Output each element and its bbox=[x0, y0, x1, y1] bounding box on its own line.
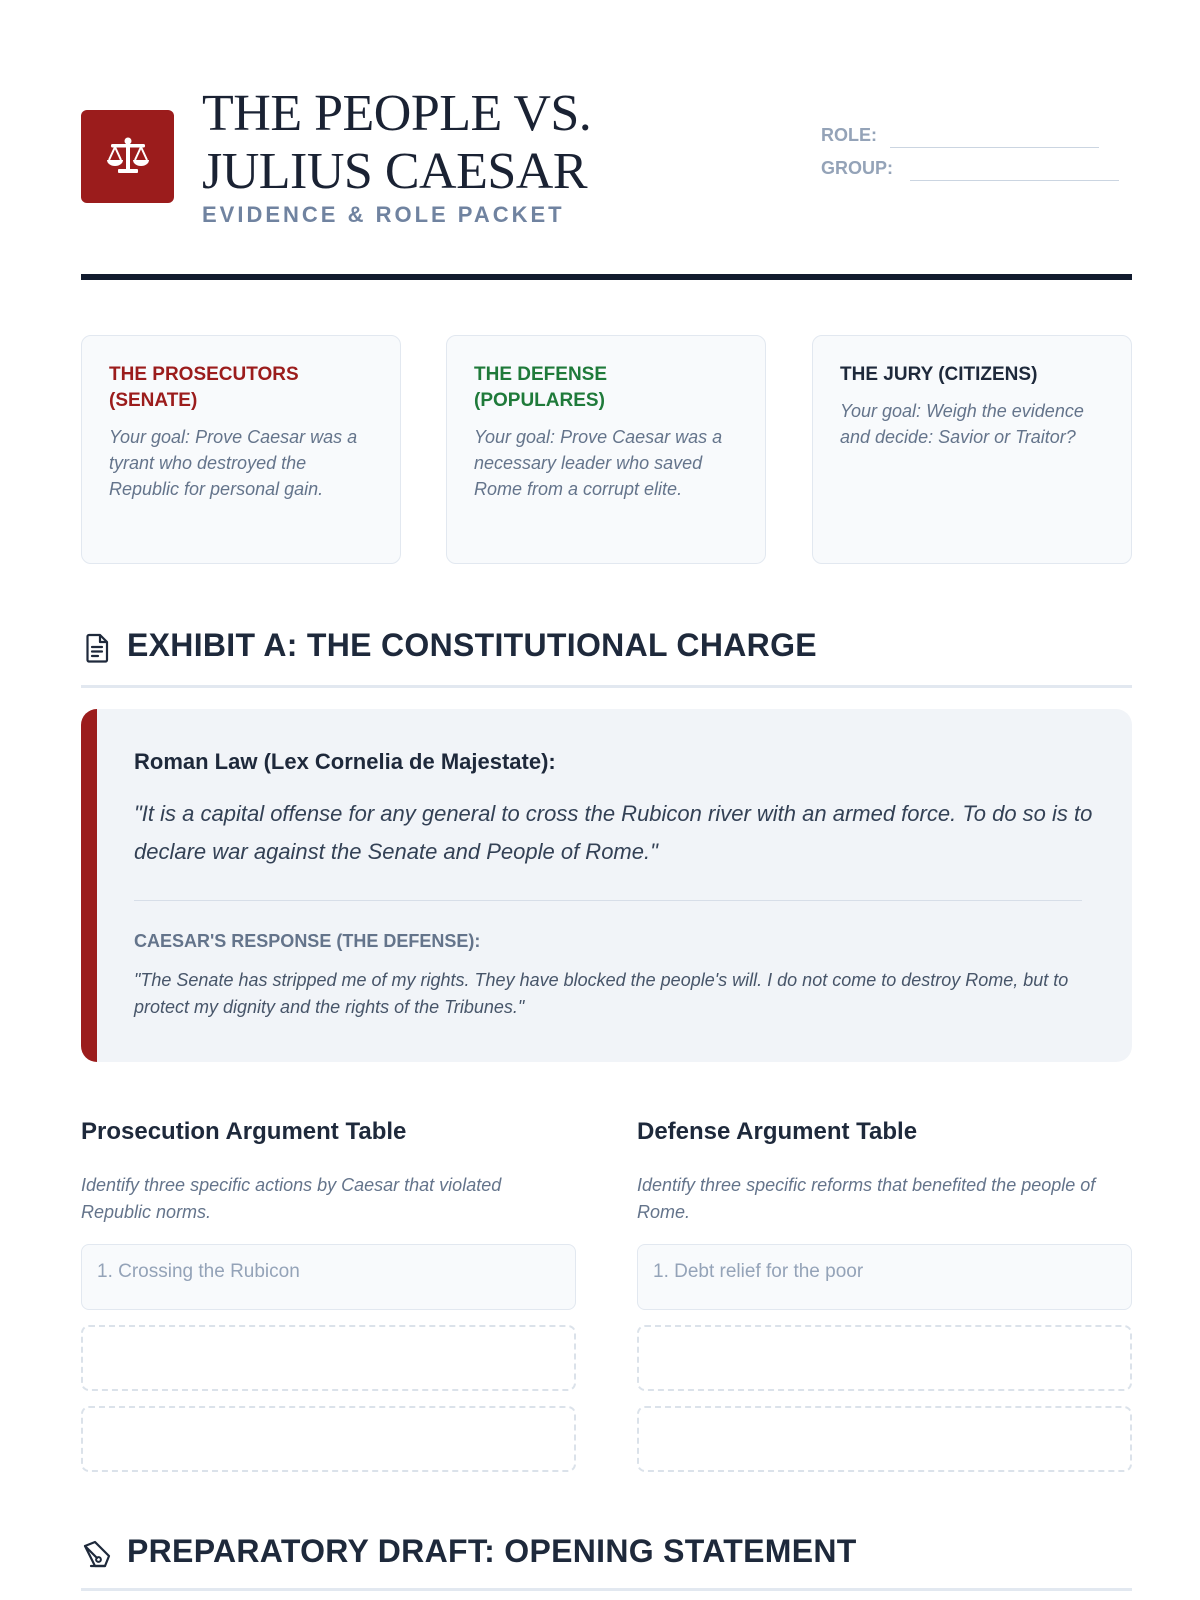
pen-nib-icon bbox=[81, 1538, 113, 1570]
page-title: THE PEOPLE VS. JULIUS CAESAR bbox=[202, 85, 592, 200]
table-title: Prosecution Argument Table bbox=[81, 1118, 407, 1145]
prosecution-argument-field-3[interactable] bbox=[81, 1406, 576, 1472]
prosecution-argument-field-1[interactable]: 1. Crossing the Rubicon bbox=[81, 1244, 576, 1310]
table-instructions: Identify three specific actions by Caesar that violated Republic norms. bbox=[81, 1175, 502, 1222]
law-title: Roman Law (Lex Cornelia de Majestate): bbox=[134, 749, 556, 774]
exhibit-divider bbox=[134, 900, 1082, 901]
role-card-description: Your goal: Prove Caesar was a necessary leader who saved Rome from a corrupt elite. bbox=[474, 427, 723, 499]
response-quote: "The Senate has stripped me of my rights. They have blocked the people's will. I do not come to destroy Rome, but to protect my dignity and the rights of the Tribunes." bbox=[134, 970, 1069, 1017]
scales-of-justice-icon bbox=[104, 135, 152, 179]
logo-badge bbox=[81, 110, 174, 203]
role-card-title: THE JURY (CITIZENS) bbox=[840, 364, 1038, 385]
document-icon bbox=[81, 632, 113, 664]
group-input-line[interactable] bbox=[910, 180, 1119, 181]
role-card-description: Your goal: Weigh the evidence and decide: Savior or Traitor? bbox=[840, 401, 1084, 447]
role-label: ROLE: bbox=[821, 125, 877, 145]
prosecution-argument-field-2[interactable] bbox=[81, 1325, 576, 1391]
exhibit-a-evidence bbox=[81, 709, 1132, 1062]
table-title: Defense Argument Table bbox=[637, 1118, 918, 1145]
page-subtitle: EVIDENCE & ROLE PACKET bbox=[202, 202, 565, 227]
exhibit-a-heading bbox=[81, 625, 1132, 688]
opening-statement-heading bbox=[81, 1531, 1132, 1591]
defense-argument-field-2[interactable] bbox=[637, 1325, 1132, 1391]
role-field-row bbox=[821, 125, 1132, 158]
section-heading-text: EXHIBIT A: THE CONSTITUTIONAL CHARGE bbox=[127, 627, 817, 663]
defense-argument-field-3[interactable] bbox=[637, 1406, 1132, 1472]
role-card-title: THE PROSECUTORS (SENATE) bbox=[109, 364, 299, 411]
role-card-description: Your goal: Prove Caesar was a tyrant who destroyed the Republic for personal gain. bbox=[109, 427, 358, 499]
role-input-line[interactable] bbox=[890, 147, 1099, 148]
response-title: CAESAR'S RESPONSE (THE DEFENSE): bbox=[134, 931, 481, 951]
role-card-prosecutors bbox=[81, 335, 401, 564]
student-info bbox=[821, 125, 1132, 191]
section-heading-text: PREPARATORY DRAFT: OPENING STATEMENT bbox=[127, 1533, 857, 1569]
defense-argument-field-1[interactable]: 1. Debt relief for the poor bbox=[637, 1244, 1132, 1310]
group-field-row bbox=[821, 158, 1132, 191]
law-quote: "It is a capital offense for any general to cross the Rubicon river with an armed force. To do so is to declare war against the Senate and People of Rome." bbox=[134, 801, 1093, 864]
packet-header bbox=[81, 85, 1132, 235]
header-divider bbox=[81, 274, 1132, 280]
role-card-defense bbox=[446, 335, 766, 564]
role-card-title: THE DEFENSE (POPULARES) bbox=[474, 364, 608, 411]
role-cards bbox=[81, 335, 1132, 565]
role-card-jury bbox=[812, 335, 1132, 564]
group-label: GROUP: bbox=[821, 158, 893, 178]
table-instructions: Identify three specific reforms that benefited the people of Rome. bbox=[637, 1175, 1096, 1222]
